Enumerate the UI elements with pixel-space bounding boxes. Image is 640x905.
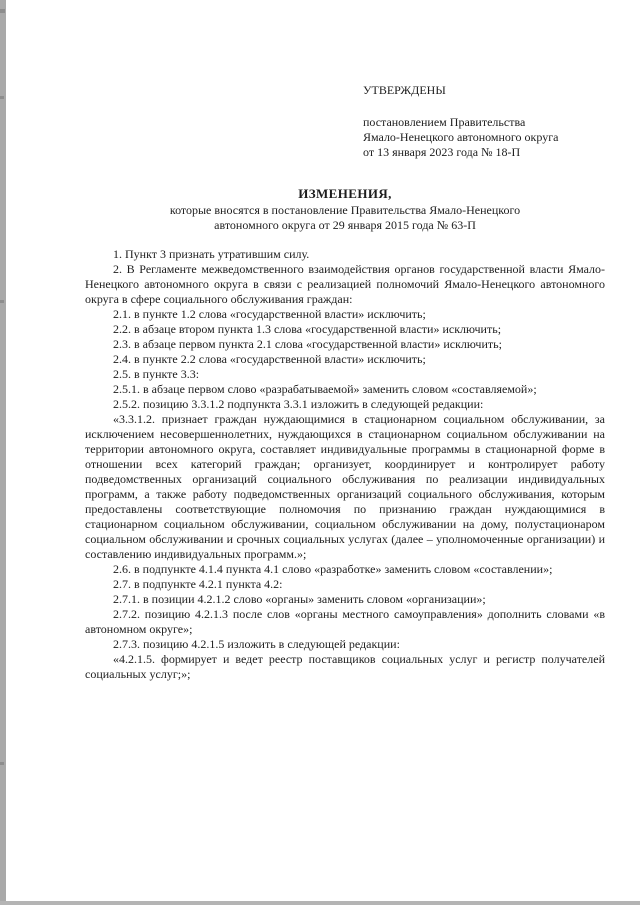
document-paragraph: 1. Пункт 3 признать утратившим силу. <box>113 247 310 261</box>
document-title: ИЗМЕНЕНИЯ, <box>298 186 392 201</box>
document-paragraph: 2.5. в пункте 3.3: <box>113 367 200 381</box>
document-paragraph: 2.5.2. позицию 3.3.1.2 подпункта 3.3.1 изложить в следующей редакции: <box>113 397 484 411</box>
document-paragraph: 2. В Регламенте межведомственного взаимодействия органов государственной власти Ямало-Ненецкого автономного округа в связи с реализацией полномочий Ямало-Ненецкого автономного округа в сфере социального обслуживания граждан: <box>85 262 605 306</box>
scan-noise <box>0 9 5 13</box>
approval-line: Ямало-Ненецкого автономного округа <box>363 130 559 144</box>
document-paragraph: «4.2.1.5. формирует и ведет реестр поставщиков социальных услуг и регистр получателей социальных услуг;»; <box>85 652 605 681</box>
approval-block <box>363 83 615 160</box>
document-paragraph: 2.7.1. в позиции 4.2.1.2 слово «органы» заменить словом «организации»; <box>113 592 486 606</box>
approval-line: постановлением Правительства <box>363 115 526 129</box>
document-subtitle-line: которые вносятся в постановление Правительства Ямало-Ненецкого <box>169 203 521 217</box>
scan-noise <box>0 96 4 99</box>
document-body <box>85 247 605 682</box>
document-paragraph: 2.1. в пункте 1.2 слова «государственной власти» исключить; <box>113 307 426 321</box>
document-paragraph: 2.7. в подпункте 4.2.1 пункта 4.2: <box>113 577 283 591</box>
scan-edge-bottom <box>0 901 640 905</box>
document-paragraph: 2.7.3. позицию 4.2.1.5 изложить в следующей редакции: <box>113 637 400 651</box>
approval-line: от 13 января 2023 года № 18-П <box>363 145 521 159</box>
document-paragraph: 2.3. в абзаце первом пункта 2.1 слова «государственной власти» исключить; <box>113 337 502 351</box>
document-paragraph: 2.5.1. в абзаце первом слово «разрабатываемой» заменить словом «составляемой»; <box>113 382 537 396</box>
document-subtitle-line: автономного округа от 29 января 2015 года № 63-П <box>214 218 476 232</box>
title-block <box>85 184 605 233</box>
document-paragraph: «3.3.1.2. признает граждан нуждающимися в стационарном социальном обслуживании, за исключением несовершеннолетних, нуждающихся в стационарном социальном обслуживании на территории автономного округа, составляет индивидуальные программы в стационарной форме в отношении всех категорий граждан; организует, координирует и контролирует работу подведомственных организаций социального обслуживания по реализации индивидуальных программ, а также работу подведомственных организаций социального обслуживания, которым предоставлены соответствующие полномочия по признанию граждан нуждающимися в стационарном социальном обслуживании, социальном обслуживании на дому, полустационаром социальном обслуживании и срочных социальных услугах (далее – уполномоченные организации) и составлению индивидуальных программ.»; <box>85 412 605 561</box>
scan-edge-left <box>0 0 6 905</box>
scan-noise <box>0 762 4 765</box>
approval-label: УТВЕРЖДЕНЫ <box>363 83 446 97</box>
scan-noise <box>0 300 4 303</box>
document-paragraph: 2.2. в абзаце втором пункта 1.3 слова «государственной власти» исключить; <box>113 322 502 336</box>
document-paragraph: 2.4. в пункте 2.2 слова «государственной власти» исключить; <box>113 352 426 366</box>
document-paragraph: 2.6. в подпункте 4.1.4 пункта 4.1 слово «разработке» заменить словом «составлении»; <box>113 562 553 576</box>
document-paragraph: 2.7.2. позицию 4.2.1.3 после слов «органы местного самоуправления» дополнить словами «в автономном округе»; <box>85 607 605 636</box>
